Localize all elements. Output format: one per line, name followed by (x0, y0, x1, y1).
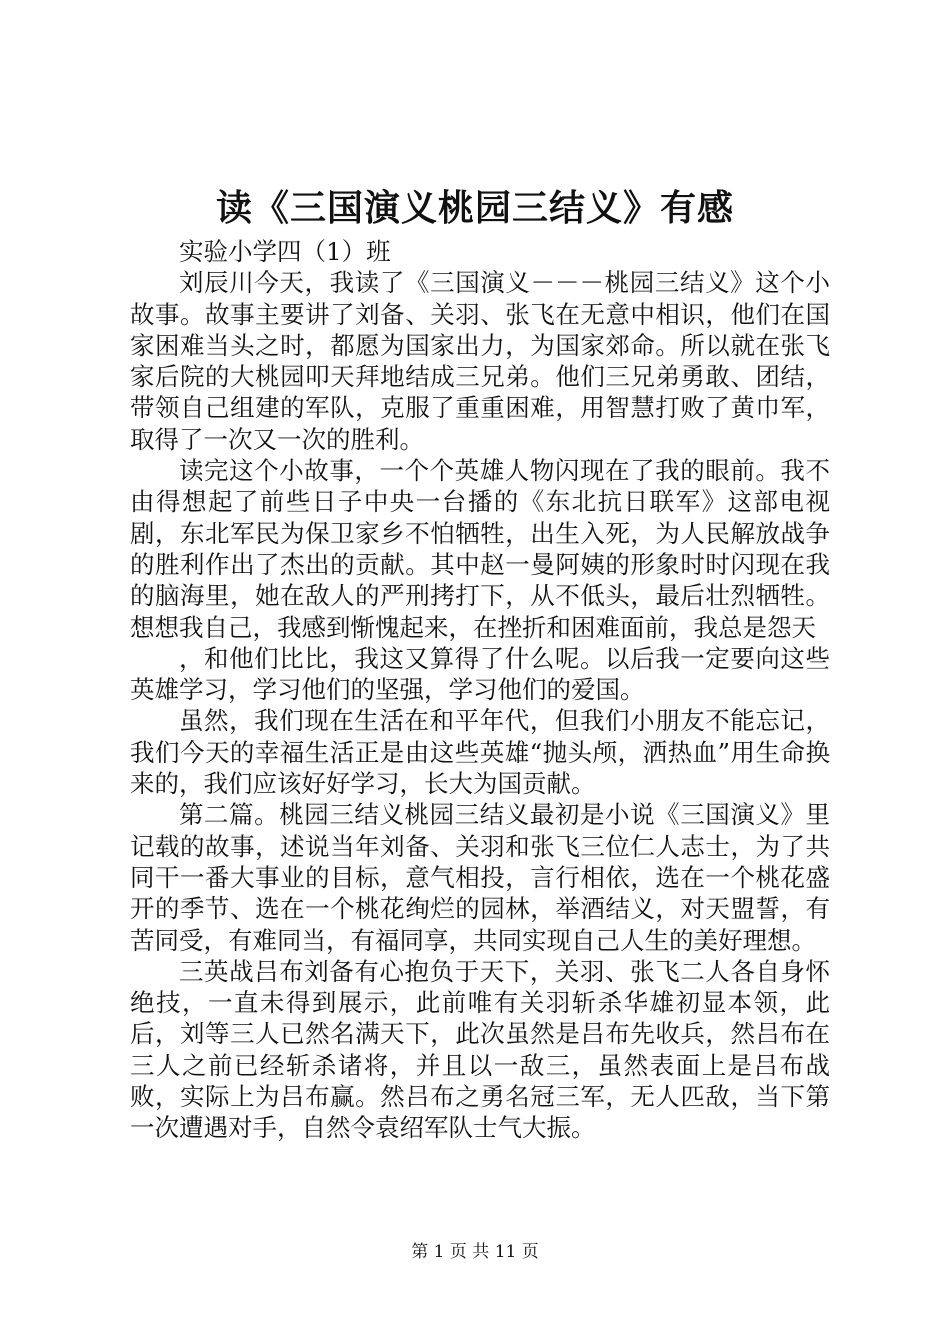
paragraph: 三英战吕布刘备有心抱负于天下，关羽、张飞二人各自身怀绝技，一直未得到展示，此前唯有关羽斩杀华雄初显本领，此后，刘等三人已然名满天下，此次虽然是吕布先收兵，然吕布在三人之前已经斩杀诸将，并且以一敌三，虽然表面上是吕布战败，实际上为吕布赢。然吕布之勇名冠三军，无人匹敌，当下第一次遭遇对手，自然令袁绍军队士气大振。 (130, 956, 830, 1143)
paragraph: 第二篇。桃园三结义桃园三结义最初是小说《三国演义》里记载的故事，述说当年刘备、关羽和张飞三位仁人志士，为了共同干一番大事业的目标，意气相投，言行相依，选在一个桃花盛开的季节、选在一个桃花绚烂的园林，举酒结义，对天盟誓，有苦同受，有难同当，有福同享，共同实现自己人生的美好理想。 (130, 800, 830, 955)
page-title: 读《三国演义桃园三结义》有感 (215, 187, 734, 229)
document-body (130, 236, 830, 1144)
author-line: 实验小学四（1）班 (179, 237, 391, 266)
paragraph: 虽然，我们现在生活在和平年代，但我们小朋友不能忘记，我们今天的幸福生活正是由这些英雄“抛头颅，洒热血”用生命换来的，我们应该好好学习，长大为国贡献。 (130, 706, 830, 799)
paragraph: 读完这个小故事，一个个英雄人物闪现在了我的眼前。我不由得想起了前些日子中央一台播的《东北抗日联军》这部电视剧，东北军民为保卫家乡不怕牺牲，出生入死，为人民解放战争的胜利作出了杰出的贡献。其中赵一曼阿姨的形象时时闪现在我的脑海里，她在敌人的严刑拷打下，从不低头，最后壮烈牺牲。想想我自己，我感到惭愧起来，在挫折和困难面前，我总是怨天 (130, 456, 830, 642)
paragraph: 刘辰川今天，我读了《三国演义－－－桃园三结义》这个小故事。故事主要讲了刘备、关羽、张飞在无意中相识，他们在国家困难当头之时，都愿为国家出力，为国家郊命。所以就在张飞家后院的大桃园叩天拜地结成三兄弟。他们三兄弟勇敢、团结，带领自己组建的军队，克服了重重困难，用智慧打败了黄巾军，取得了一次又一次的胜利。 (130, 268, 830, 454)
page-footer: 第 1 页 共 11 页 (411, 1242, 539, 1262)
paragraph: ，和他们比比，我这又算得了什么呢。以后我一定要向这些英雄学习，学习他们的坚强，学习他们的爱国。 (130, 643, 830, 705)
